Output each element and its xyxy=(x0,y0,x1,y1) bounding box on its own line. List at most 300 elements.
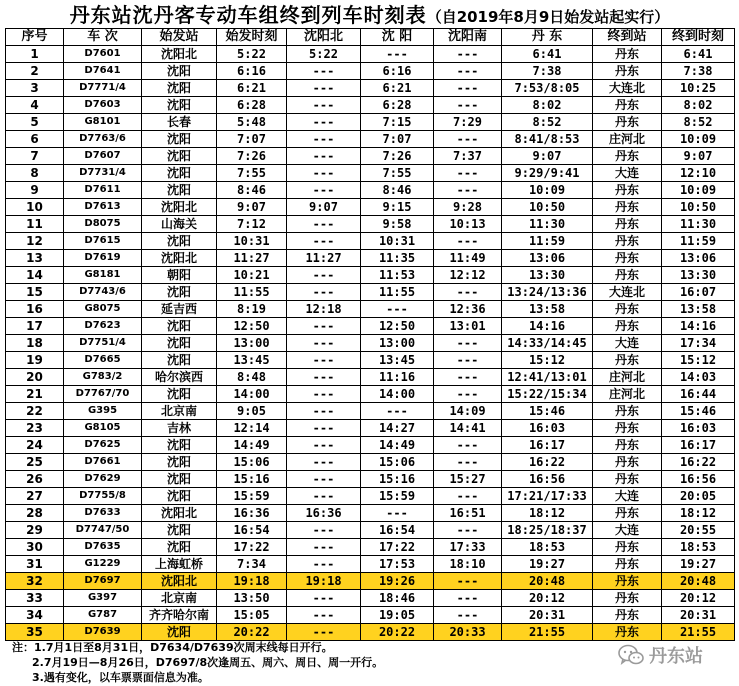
col-terminal-cell: 大连 xyxy=(593,522,662,539)
col-dandong-cell: 11:59 xyxy=(502,233,593,250)
col-origin-cell: 沈阳 xyxy=(142,148,217,165)
col-shenyang-cell: 14:49 xyxy=(361,437,434,454)
col-origin-cell: 沈阳 xyxy=(142,624,217,641)
col-dandong-cell: 20:48 xyxy=(502,573,593,590)
col-arrive-time-cell: 12:10 xyxy=(662,165,735,182)
col-shenyangnan-cell: 14:09 xyxy=(434,403,502,420)
col-shenyang-cell: 7:26 xyxy=(361,148,434,165)
col-origin-cell: 沈阳北 xyxy=(142,46,217,63)
col-depart-time-cell: 10:21 xyxy=(217,267,287,284)
col-depart-time-cell: 12:50 xyxy=(217,318,287,335)
col-seq-cell: 15 xyxy=(6,284,64,301)
col-terminal-cell: 丹东 xyxy=(593,182,662,199)
title-main: 丹东站沈丹客专动车组终到列车时刻表 xyxy=(69,3,427,27)
col-origin-header: 始发站 xyxy=(142,29,217,46)
col-shenyang-cell: 8:46 xyxy=(361,182,434,199)
col-origin-cell: 沈阳 xyxy=(142,386,217,403)
col-seq-cell: 31 xyxy=(6,556,64,573)
col-depart-time-cell: 11:27 xyxy=(217,250,287,267)
table-row xyxy=(6,267,735,284)
table-row xyxy=(6,522,735,539)
col-terminal-header: 终到站 xyxy=(593,29,662,46)
table-row xyxy=(6,505,735,522)
col-dandong-cell: 13:58 xyxy=(502,301,593,318)
col-origin-cell: 山海关 xyxy=(142,216,217,233)
col-terminal-cell: 丹东 xyxy=(593,148,662,165)
col-shenyangnan-cell: 15:27 xyxy=(434,471,502,488)
col-shenyang-cell: 13:00 xyxy=(361,335,434,352)
col-terminal-cell: 丹东 xyxy=(593,624,662,641)
table-row xyxy=(6,182,735,199)
col-shenyang-cell: 15:59 xyxy=(361,488,434,505)
col-dandong-cell: 8:02 xyxy=(502,97,593,114)
col-shenyangnan-cell: --- xyxy=(434,437,502,454)
col-seq-cell: 33 xyxy=(6,590,64,607)
col-shenyangbei-cell: --- xyxy=(287,131,361,148)
col-depart-time-cell: 7:12 xyxy=(217,216,287,233)
col-origin-cell: 沈阳北 xyxy=(142,505,217,522)
col-shenyangnan-cell: --- xyxy=(434,607,502,624)
col-dandong-cell: 14:33/14:45 xyxy=(502,335,593,352)
wechat-icon xyxy=(618,644,644,666)
col-train-cell: D7639 xyxy=(64,624,142,641)
col-shenyangnan-cell: --- xyxy=(434,284,502,301)
col-dandong-cell: 6:41 xyxy=(502,46,593,63)
timetable xyxy=(5,28,735,641)
col-depart-time-cell: 15:59 xyxy=(217,488,287,505)
col-arrive-time-cell: 18:12 xyxy=(662,505,735,522)
col-shenyang-cell: 16:54 xyxy=(361,522,434,539)
col-shenyangbei-cell: 5:22 xyxy=(287,46,361,63)
col-origin-cell: 沈阳 xyxy=(142,182,217,199)
col-seq-cell: 1 xyxy=(6,46,64,63)
col-shenyangbei-cell: --- xyxy=(287,590,361,607)
col-shenyangnan-cell: --- xyxy=(434,454,502,471)
table-row xyxy=(6,386,735,403)
col-shenyangnan-header: 沈阳南 xyxy=(434,29,502,46)
table-row xyxy=(6,607,735,624)
col-origin-cell: 沈阳 xyxy=(142,454,217,471)
col-depart-time-cell: 13:00 xyxy=(217,335,287,352)
col-arrive-time-header: 终到时刻 xyxy=(662,29,735,46)
col-train-cell: G787 xyxy=(64,607,142,624)
col-shenyang-cell: 17:22 xyxy=(361,539,434,556)
note-2: 2.7月19日—8月26日，D7697/8次逢周五、周六、周日、周一开行。 xyxy=(32,656,384,669)
col-arrive-time-cell: 20:12 xyxy=(662,590,735,607)
table-row xyxy=(6,403,735,420)
table-row xyxy=(6,556,735,573)
col-dandong-cell: 11:30 xyxy=(502,216,593,233)
col-seq-cell: 10 xyxy=(6,199,64,216)
col-dandong-cell: 12:41/13:01 xyxy=(502,369,593,386)
col-seq-cell: 18 xyxy=(6,335,64,352)
col-shenyang-cell: 15:16 xyxy=(361,471,434,488)
col-origin-cell: 沈阳 xyxy=(142,335,217,352)
col-terminal-cell: 丹东 xyxy=(593,352,662,369)
col-shenyangnan-cell: 7:29 xyxy=(434,114,502,131)
col-train-cell: D7751/4 xyxy=(64,335,142,352)
col-shenyang-cell: 6:21 xyxy=(361,80,434,97)
col-shenyang-cell: 9:15 xyxy=(361,199,434,216)
col-shenyangbei-cell: 9:07 xyxy=(287,199,361,216)
col-arrive-time-cell: 20:55 xyxy=(662,522,735,539)
col-dandong-cell: 18:25/18:37 xyxy=(502,522,593,539)
col-arrive-time-cell: 19:27 xyxy=(662,556,735,573)
col-seq-cell: 4 xyxy=(6,97,64,114)
col-dandong-cell: 16:03 xyxy=(502,420,593,437)
col-arrive-time-cell: 11:59 xyxy=(662,233,735,250)
table-row xyxy=(6,131,735,148)
col-shenyangnan-cell: --- xyxy=(434,488,502,505)
col-origin-cell: 沈阳 xyxy=(142,80,217,97)
col-origin-cell: 沈阳北 xyxy=(142,573,217,590)
col-dandong-cell: 7:53/8:05 xyxy=(502,80,593,97)
table-row xyxy=(6,335,735,352)
col-depart-time-cell: 15:05 xyxy=(217,607,287,624)
col-arrive-time-cell: 20:05 xyxy=(662,488,735,505)
col-shenyangnan-cell: 12:12 xyxy=(434,267,502,284)
col-train-cell: D7613 xyxy=(64,199,142,216)
col-arrive-time-cell: 16:17 xyxy=(662,437,735,454)
col-depart-time-cell: 17:22 xyxy=(217,539,287,556)
col-shenyangnan-cell: --- xyxy=(434,573,502,590)
col-train-cell: D7635 xyxy=(64,539,142,556)
col-seq-cell: 2 xyxy=(6,63,64,80)
col-seq-cell: 29 xyxy=(6,522,64,539)
table-row xyxy=(6,148,735,165)
col-shenyangnan-cell: 13:01 xyxy=(434,318,502,335)
col-train-cell: D7697 xyxy=(64,573,142,590)
col-shenyangnan-cell: --- xyxy=(434,46,502,63)
col-shenyangnan-cell: --- xyxy=(434,522,502,539)
col-shenyangbei-cell: --- xyxy=(287,454,361,471)
col-origin-cell: 沈阳 xyxy=(142,539,217,556)
col-shenyangbei-cell: --- xyxy=(287,216,361,233)
table-row xyxy=(6,233,735,250)
col-dandong-cell: 9:29/9:41 xyxy=(502,165,593,182)
col-seq-cell: 28 xyxy=(6,505,64,522)
col-shenyangbei-cell: 19:18 xyxy=(287,573,361,590)
col-dandong-cell: 15:46 xyxy=(502,403,593,420)
col-arrive-time-cell: 10:50 xyxy=(662,199,735,216)
col-terminal-cell: 丹东 xyxy=(593,97,662,114)
col-shenyangbei-cell: --- xyxy=(287,369,361,386)
col-origin-cell: 北京南 xyxy=(142,403,217,420)
col-dandong-cell: 18:12 xyxy=(502,505,593,522)
col-origin-cell: 长春 xyxy=(142,114,217,131)
col-arrive-time-cell: 8:52 xyxy=(662,114,735,131)
timetable-header xyxy=(6,29,735,46)
col-arrive-time-cell: 6:41 xyxy=(662,46,735,63)
col-shenyangbei-cell: 11:27 xyxy=(287,250,361,267)
col-seq-cell: 14 xyxy=(6,267,64,284)
col-depart-time-cell: 6:21 xyxy=(217,80,287,97)
col-depart-time-cell: 10:31 xyxy=(217,233,287,250)
col-dandong-cell: 20:31 xyxy=(502,607,593,624)
col-terminal-cell: 大连 xyxy=(593,488,662,505)
col-seq-cell: 26 xyxy=(6,471,64,488)
table-row xyxy=(6,284,735,301)
table-row xyxy=(6,539,735,556)
col-terminal-cell: 丹东 xyxy=(593,318,662,335)
col-train-cell: D7633 xyxy=(64,505,142,522)
col-train-cell: G397 xyxy=(64,590,142,607)
col-depart-time-cell: 8:48 xyxy=(217,369,287,386)
col-seq-cell: 8 xyxy=(6,165,64,182)
col-train-cell: G1229 xyxy=(64,556,142,573)
table-row xyxy=(6,80,735,97)
col-shenyangbei-cell: --- xyxy=(287,386,361,403)
col-arrive-time-cell: 16:56 xyxy=(662,471,735,488)
col-arrive-time-cell: 9:07 xyxy=(662,148,735,165)
col-train-cell: D7615 xyxy=(64,233,142,250)
col-shenyang-cell: 12:50 xyxy=(361,318,434,335)
col-dandong-cell: 7:38 xyxy=(502,63,593,80)
col-terminal-cell: 丹东 xyxy=(593,199,662,216)
col-origin-cell: 沈阳 xyxy=(142,471,217,488)
col-dandong-cell: 18:53 xyxy=(502,539,593,556)
col-depart-time-header: 始发时刻 xyxy=(217,29,287,46)
col-depart-time-cell: 16:36 xyxy=(217,505,287,522)
col-origin-cell: 沈阳 xyxy=(142,318,217,335)
col-shenyangbei-cell: 12:18 xyxy=(287,301,361,318)
col-shenyang-cell: 11:35 xyxy=(361,250,434,267)
col-arrive-time-cell: 17:34 xyxy=(662,335,735,352)
col-shenyangbei-cell: --- xyxy=(287,403,361,420)
col-terminal-cell: 丹东 xyxy=(593,403,662,420)
col-seq-cell: 35 xyxy=(6,624,64,641)
notes xyxy=(12,640,572,685)
col-shenyangbei-cell: --- xyxy=(287,522,361,539)
col-dandong-cell: 16:56 xyxy=(502,471,593,488)
col-seq-cell: 12 xyxy=(6,233,64,250)
col-shenyangnan-cell: 12:36 xyxy=(434,301,502,318)
col-origin-cell: 沈阳 xyxy=(142,165,217,182)
col-shenyang-cell: 7:15 xyxy=(361,114,434,131)
col-terminal-cell: 丹东 xyxy=(593,46,662,63)
col-origin-cell: 北京南 xyxy=(142,590,217,607)
col-origin-cell: 沈阳 xyxy=(142,233,217,250)
col-dandong-cell: 10:09 xyxy=(502,182,593,199)
col-terminal-cell: 丹东 xyxy=(593,471,662,488)
col-seq-cell: 27 xyxy=(6,488,64,505)
col-seq-cell: 7 xyxy=(6,148,64,165)
col-origin-cell: 沈阳北 xyxy=(142,250,217,267)
col-train-cell: D7611 xyxy=(64,182,142,199)
col-depart-time-cell: 7:07 xyxy=(217,131,287,148)
col-depart-time-cell: 16:54 xyxy=(217,522,287,539)
watermark-label: 丹东站 xyxy=(649,646,703,667)
col-shenyang-cell: 10:31 xyxy=(361,233,434,250)
col-shenyangbei-cell: --- xyxy=(287,114,361,131)
col-shenyangnan-cell: 20:33 xyxy=(434,624,502,641)
col-dandong-cell: 21:55 xyxy=(502,624,593,641)
col-shenyangnan-cell: 9:28 xyxy=(434,199,502,216)
col-terminal-cell: 庄河北 xyxy=(593,369,662,386)
col-seq-cell: 16 xyxy=(6,301,64,318)
col-seq-cell: 32 xyxy=(6,573,64,590)
col-shenyangbei-cell: --- xyxy=(287,318,361,335)
col-shenyangnan-cell: 17:33 xyxy=(434,539,502,556)
col-dandong-cell: 15:12 xyxy=(502,352,593,369)
col-shenyangbei-cell: --- xyxy=(287,556,361,573)
col-seq-cell: 23 xyxy=(6,420,64,437)
col-shenyangbei-cell: --- xyxy=(287,539,361,556)
col-terminal-cell: 丹东 xyxy=(593,216,662,233)
col-depart-time-cell: 9:05 xyxy=(217,403,287,420)
table-row xyxy=(6,114,735,131)
col-train-cell: D7641 xyxy=(64,63,142,80)
col-shenyangbei-cell: --- xyxy=(287,267,361,284)
col-dandong-cell: 10:50 xyxy=(502,199,593,216)
col-dandong-cell: 13:30 xyxy=(502,267,593,284)
col-terminal-cell: 丹东 xyxy=(593,590,662,607)
table-row xyxy=(6,624,735,641)
col-terminal-cell: 丹东 xyxy=(593,454,662,471)
col-shenyang-cell: 14:27 xyxy=(361,420,434,437)
col-seq-cell: 20 xyxy=(6,369,64,386)
page-title xyxy=(0,0,739,28)
col-shenyang-cell: 7:55 xyxy=(361,165,434,182)
col-arrive-time-cell: 14:16 xyxy=(662,318,735,335)
col-depart-time-cell: 19:18 xyxy=(217,573,287,590)
col-depart-time-cell: 7:55 xyxy=(217,165,287,182)
col-terminal-cell: 丹东 xyxy=(593,556,662,573)
col-shenyang-cell: 9:58 xyxy=(361,216,434,233)
col-arrive-time-cell: 20:48 xyxy=(662,573,735,590)
col-origin-cell: 朝阳 xyxy=(142,267,217,284)
table-row xyxy=(6,97,735,114)
col-arrive-time-cell: 10:25 xyxy=(662,80,735,97)
col-arrive-time-cell: 16:03 xyxy=(662,420,735,437)
col-terminal-cell: 丹东 xyxy=(593,505,662,522)
col-depart-time-cell: 8:46 xyxy=(217,182,287,199)
col-seq-cell: 30 xyxy=(6,539,64,556)
col-origin-cell: 沈阳 xyxy=(142,522,217,539)
col-shenyangbei-cell: --- xyxy=(287,97,361,114)
col-seq-cell: 13 xyxy=(6,250,64,267)
col-origin-cell: 沈阳 xyxy=(142,352,217,369)
col-depart-time-cell: 6:16 xyxy=(217,63,287,80)
col-shenyang-cell: 19:26 xyxy=(361,573,434,590)
col-shenyangnan-cell: 16:51 xyxy=(434,505,502,522)
col-dandong-cell: 16:22 xyxy=(502,454,593,471)
col-terminal-cell: 丹东 xyxy=(593,63,662,80)
col-shenyangnan-cell: --- xyxy=(434,165,502,182)
col-train-cell: D7661 xyxy=(64,454,142,471)
table-row xyxy=(6,369,735,386)
col-arrive-time-cell: 13:06 xyxy=(662,250,735,267)
col-depart-time-cell: 11:55 xyxy=(217,284,287,301)
col-shenyangnan-cell: --- xyxy=(434,335,502,352)
col-terminal-cell: 丹东 xyxy=(593,539,662,556)
col-train-cell: D7747/50 xyxy=(64,522,142,539)
table-row xyxy=(6,437,735,454)
col-dandong-cell: 9:07 xyxy=(502,148,593,165)
col-origin-cell: 吉林 xyxy=(142,420,217,437)
col-arrive-time-cell: 16:44 xyxy=(662,386,735,403)
col-shenyangnan-cell: --- xyxy=(434,590,502,607)
col-train-cell: G8101 xyxy=(64,114,142,131)
col-origin-cell: 哈尔滨西 xyxy=(142,369,217,386)
col-train-cell: G8075 xyxy=(64,301,142,318)
col-shenyangbei-cell: --- xyxy=(287,335,361,352)
table-row xyxy=(6,301,735,318)
col-dandong-cell: 17:21/17:33 xyxy=(502,488,593,505)
table-row xyxy=(6,471,735,488)
col-seq-cell: 25 xyxy=(6,454,64,471)
col-train-cell: G395 xyxy=(64,403,142,420)
table-row xyxy=(6,454,735,471)
table-row xyxy=(6,590,735,607)
col-arrive-time-cell: 16:07 xyxy=(662,284,735,301)
col-depart-time-cell: 15:06 xyxy=(217,454,287,471)
col-shenyang-cell: 11:53 xyxy=(361,267,434,284)
col-seq-cell: 22 xyxy=(6,403,64,420)
col-train-cell: D7603 xyxy=(64,97,142,114)
table-row xyxy=(6,216,735,233)
col-dandong-cell: 16:17 xyxy=(502,437,593,454)
col-shenyang-cell: --- xyxy=(361,46,434,63)
table-row xyxy=(6,63,735,80)
col-seq-cell: 19 xyxy=(6,352,64,369)
col-arrive-time-cell: 18:53 xyxy=(662,539,735,556)
col-origin-cell: 沈阳 xyxy=(142,63,217,80)
col-shenyang-cell: 6:16 xyxy=(361,63,434,80)
col-shenyangnan-cell: --- xyxy=(434,182,502,199)
col-depart-time-cell: 6:28 xyxy=(217,97,287,114)
col-train-cell: G783/2 xyxy=(64,369,142,386)
col-depart-time-cell: 5:22 xyxy=(217,46,287,63)
note-1: 注：1.7月1日至8月31日，D7634/D7639次周末线每日开行。 xyxy=(12,641,333,654)
col-terminal-cell: 丹东 xyxy=(593,250,662,267)
col-terminal-cell: 丹东 xyxy=(593,437,662,454)
col-arrive-time-cell: 10:09 xyxy=(662,131,735,148)
col-shenyang-cell: 19:05 xyxy=(361,607,434,624)
col-arrive-time-cell: 15:46 xyxy=(662,403,735,420)
col-shenyangbei-cell: --- xyxy=(287,80,361,97)
col-shenyangbei-cell: 16:36 xyxy=(287,505,361,522)
col-shenyangbei-cell: --- xyxy=(287,352,361,369)
col-depart-time-cell: 13:50 xyxy=(217,590,287,607)
col-depart-time-cell: 7:34 xyxy=(217,556,287,573)
col-arrive-time-cell: 8:02 xyxy=(662,97,735,114)
col-shenyangbei-cell: --- xyxy=(287,284,361,301)
col-origin-cell: 沈阳 xyxy=(142,488,217,505)
col-origin-cell: 沈阳 xyxy=(142,131,217,148)
col-shenyangnan-cell: 18:10 xyxy=(434,556,502,573)
table-row xyxy=(6,318,735,335)
col-shenyangbei-cell: --- xyxy=(287,471,361,488)
col-depart-time-cell: 12:14 xyxy=(217,420,287,437)
col-shenyang-cell: 7:07 xyxy=(361,131,434,148)
col-depart-time-cell: 5:48 xyxy=(217,114,287,131)
note-3: 3.遇有变化，以车票票面信息为准。 xyxy=(32,671,209,684)
col-depart-time-cell: 15:16 xyxy=(217,471,287,488)
col-terminal-cell: 大连 xyxy=(593,165,662,182)
col-train-cell: D7767/70 xyxy=(64,386,142,403)
col-shenyangnan-cell: --- xyxy=(434,233,502,250)
col-train-header: 车 次 xyxy=(64,29,142,46)
col-terminal-cell: 丹东 xyxy=(593,114,662,131)
col-shenyangnan-cell: --- xyxy=(434,369,502,386)
col-seq-cell: 5 xyxy=(6,114,64,131)
col-terminal-cell: 大连北 xyxy=(593,284,662,301)
col-shenyangbei-cell: --- xyxy=(287,233,361,250)
col-train-cell: D7623 xyxy=(64,318,142,335)
col-dandong-header: 丹 东 xyxy=(502,29,593,46)
table-row xyxy=(6,420,735,437)
